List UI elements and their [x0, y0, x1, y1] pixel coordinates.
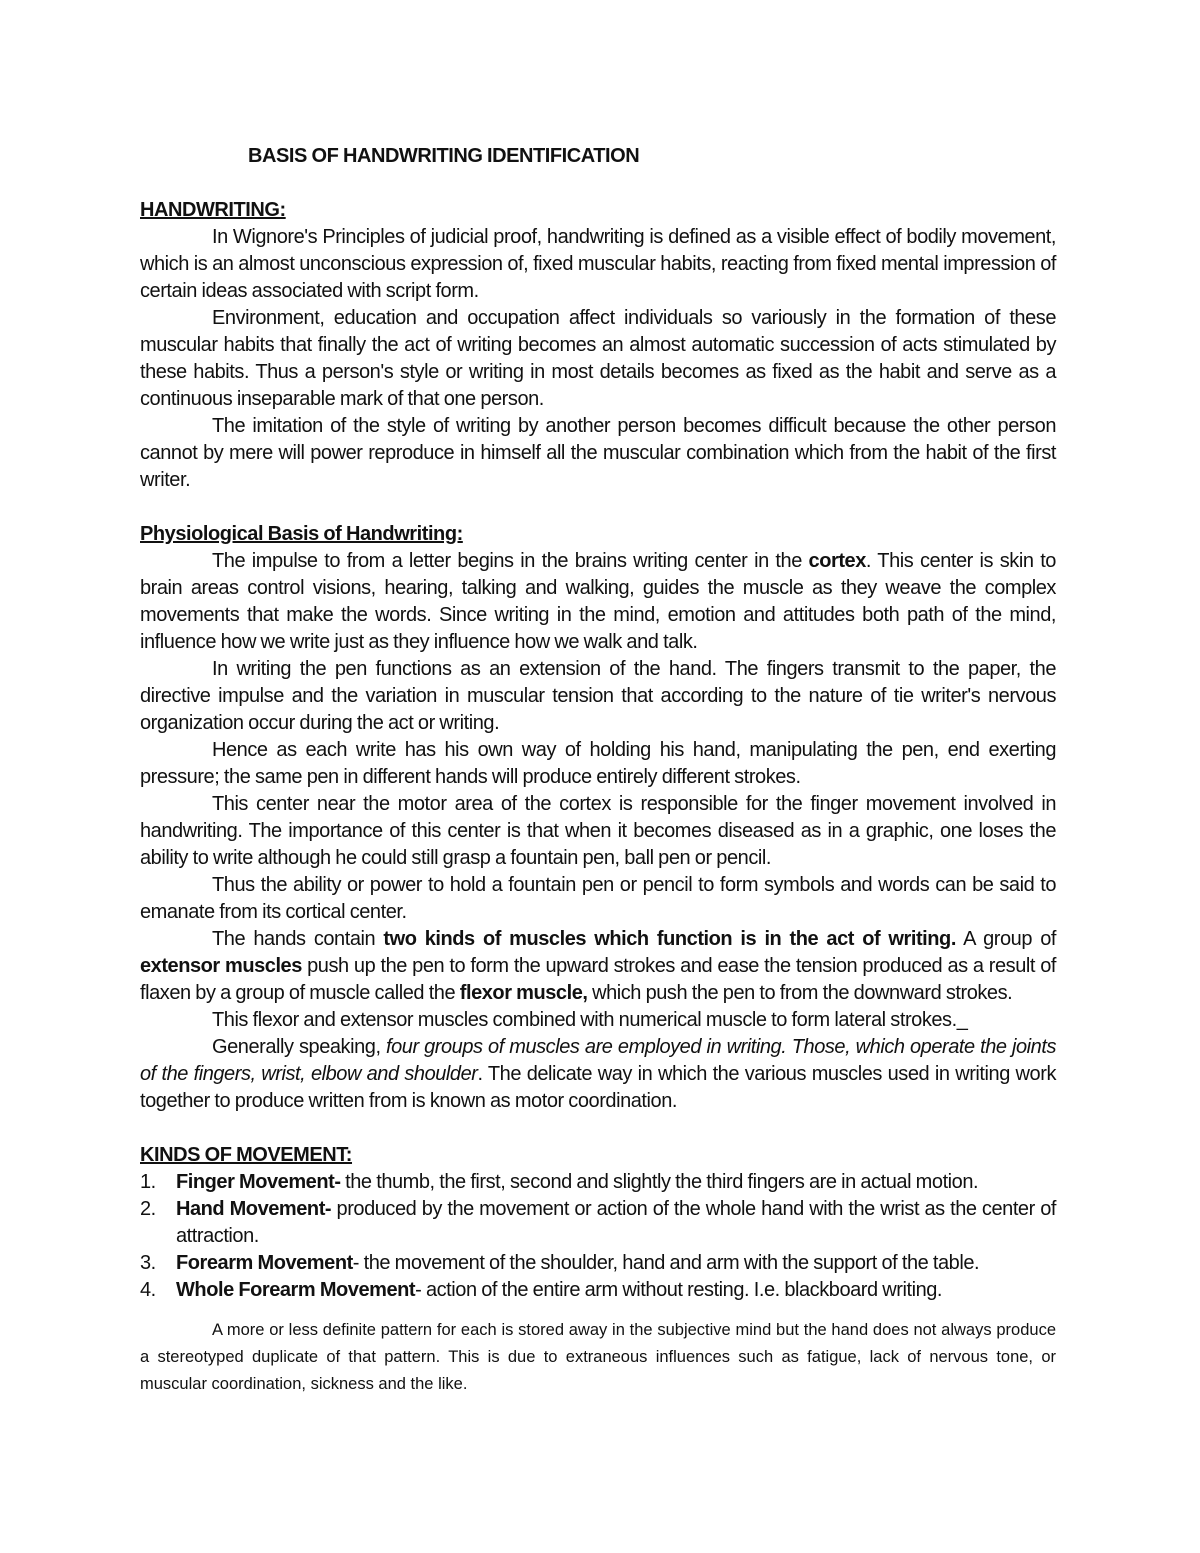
paragraph: The imitation of the style of writing by another person becomes difficult because the other person cannot by mere will power reproduce in himself all the muscular combination which from the habit of the first writer. — [140, 415, 1056, 491]
list-item — [140, 1277, 1056, 1304]
italic-phrase: four groups of muscles are employed in writing. Those, which operate the joints of the fingers, wrist, elbow and shoulder — [140, 1036, 1057, 1085]
paragraph: In writing the pen functions as an extension of the hand. The fingers transmit to the paper, the directive impulse and the variation in muscular tension that according to the nature of tie writer's nervous organization occur during the act or writing. — [140, 658, 1056, 734]
list-term: Forearm Movement — [176, 1252, 353, 1274]
paragraph: Hence as each write has his own way of holding his hand, manipulating the pen, end exerting pressure; the same pen in different hands will produce entirely different strokes. — [140, 739, 1056, 788]
spacer — [140, 1115, 1056, 1142]
text-run: . This center is skin to brain areas control visions, hearing, talking and walking, guides the muscle as they weave the complex movements that make the words. Since writing in the mind, emotion and attitudes both path of the mind, influence how we write just as they influence how we walk and talk. — [140, 550, 1056, 653]
movement-list — [140, 1169, 1056, 1304]
list-number: 1. — [140, 1171, 156, 1193]
closing-paragraph: A more or less definite pattern for each is stored away in the subjective mind but the hand does not always produce a stereotyped duplicate of that pattern. This is due to extraneous influences such as fatigue, lack of nervous tone, or muscular coordination, sickness and the like. — [140, 1321, 1056, 1393]
bold-term: two kinds of muscles which function is in the act of writing. — [383, 928, 956, 950]
text-run: which push the pen to from the downward strokes. — [587, 982, 1013, 1004]
list-number: 3. — [140, 1252, 156, 1274]
section-heading-physiological: Physiological Basis of Handwriting: — [140, 523, 463, 545]
list-item — [140, 1169, 1056, 1196]
list-text: - action of the entire arm without resting. I.e. blackboard writing. — [415, 1279, 943, 1301]
list-number: 4. — [140, 1279, 156, 1301]
section-heading-handwriting: HANDWRITING: — [140, 199, 286, 221]
text-run: push up the pen to form the upward strokes and ease the tension produced as a result of flaxen by a group of muscle called the — [140, 955, 1056, 1004]
document-title: BASIS OF HANDWRITING IDENTIFICATION — [248, 145, 640, 167]
list-text: the thumb, the first, second and slightly the third fingers are in actual motion. — [340, 1171, 979, 1193]
text-run: A group of — [955, 928, 1056, 950]
paragraph: This flexor and extensor muscles combined with numerical muscle to form lateral strokes._ — [212, 1009, 968, 1031]
list-item — [140, 1250, 1056, 1277]
paragraph — [140, 1034, 1056, 1115]
list-item — [140, 1196, 1056, 1250]
section-heading-movement: KINDS OF MOVEMENT: — [140, 1144, 353, 1166]
list-term: Finger Movement- — [176, 1171, 341, 1193]
list-number: 2. — [140, 1198, 156, 1220]
list-text: - the movement of the shoulder, hand and arm with the support of the table. — [352, 1252, 980, 1274]
text-run: The impulse to from a letter begins in the brains writing center in the — [212, 550, 809, 572]
paragraph — [140, 926, 1056, 1007]
bold-term: cortex — [808, 550, 866, 572]
document-page — [140, 143, 1056, 1415]
paragraph: This center near the motor area of the cortex is responsible for the finger movement involved in handwriting. The importance of this center is that when it becomes diseased as in a graphic, one loses the ability to write although he could still grasp a fountain pen, ball pen or pencil. — [140, 793, 1056, 869]
list-text: produced by the movement or action of the whole hand with the wrist as the center of attraction. — [176, 1198, 1056, 1247]
paragraph: Environment, education and occupation affect individuals so variously in the formation of these muscular habits that finally the act of writing becomes an almost automatic succession of acts stimulated by these habits. Thus a person's style or writing in most details becomes as fixed as the habit and serve as a continuous inseparable mark of that one person. — [140, 307, 1056, 410]
spacer — [140, 494, 1056, 521]
list-term: Whole Forearm Movement — [176, 1279, 416, 1301]
paragraph: Thus the ability or power to hold a fountain pen or pencil to form symbols and words can be said to emanate from its cortical center. — [140, 874, 1056, 923]
bold-term: extensor muscles — [140, 955, 302, 977]
bold-term: flexor muscle, — [459, 982, 588, 1004]
text-run: Generally speaking, — [212, 1036, 387, 1058]
paragraph: In Wignore's Principles of judicial proof, handwriting is defined as a visible effect of bodily movement, which is an almost unconscious expression of, fixed muscular habits, reacting from fixed mental impression of certain ideas associated with script form. — [140, 226, 1056, 302]
paragraph — [140, 548, 1056, 656]
text-run: The hands contain — [212, 928, 384, 950]
text-run: . The delicate way in which the various muscles used in writing work together to produce written from is known as motor coordination. — [140, 1063, 1056, 1112]
list-term: Hand Movement- — [176, 1198, 332, 1220]
